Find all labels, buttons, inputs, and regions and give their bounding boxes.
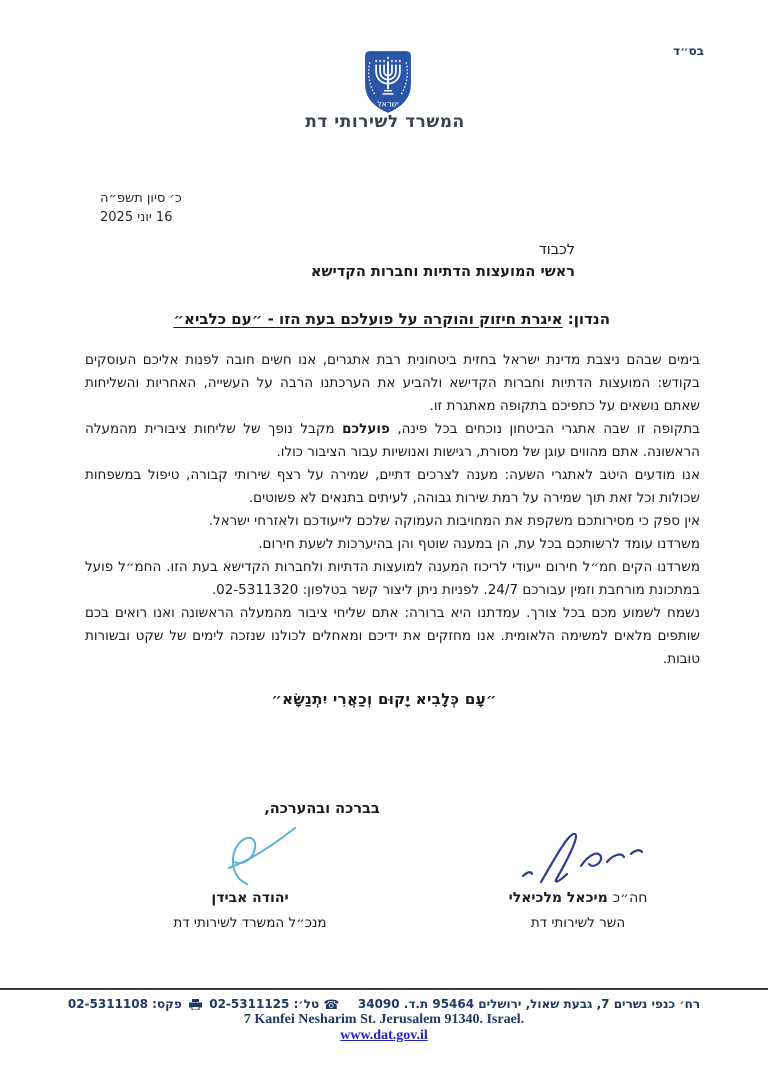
bsd-text: בס״ד <box>672 44 704 58</box>
footer-address-hebrew: רח׳ כנפי נשרים 7, גבעת שאול, ירושלים 95464 ת.ד. 34090 <box>357 997 701 1011</box>
israel-state-emblem-icon <box>360 48 416 116</box>
letter-body <box>85 349 700 671</box>
body-paragraph: משרדנו הקים חמ״ל חירום ייעודי לריכוז המענה למועצות הדתיות ולחברות הקדישא בעת הזו. החמ״ל פועל במתכונת מורחבת וזמין עבורכם 24/7. לפניות ניתן ליצור קשר בטלפון: 02-5311320. <box>85 559 700 598</box>
signature-block-minister <box>483 824 673 936</box>
footer-divider <box>0 988 768 990</box>
body-paragraph: בימים שבהם ניצבת מדינת ישראל בחזית ביטחונית רבת אתגרים, אנו חשים חובה לפנות אליכם העוסקים בקודש: המועצות הדתיות וחברות הקדישא ולהביע את הערכתנו הרבה על העשייה, האחריות והשליחות שאתם נושאים על כתפיכם בתקופה מאתגרת זו. <box>85 352 700 414</box>
footer-address-english: 7 Kanfei Nesharim St. Jerusalem 91340. Israel. <box>243 1012 525 1027</box>
phone-icon: ☎ <box>323 998 340 1013</box>
body-paragraph: משרדנו עומד לרשותכם בכל עת, הן במענה שוטף והן בהיערכות לשעת חירום. <box>258 536 700 552</box>
ministry-title: המשרד לשירותי דת <box>305 112 465 132</box>
minister-honorific: חה״כ <box>612 890 648 906</box>
footer-fax-number: 02-5311108 <box>67 997 148 1011</box>
footer-fax-label: פקס: <box>152 997 182 1011</box>
website-link[interactable]: www.dat.gov.il <box>340 1028 428 1043</box>
footer-website-row <box>0 1028 768 1044</box>
gregorian-date: 16 יוני 2025 <box>100 210 173 225</box>
footer-tel-number: 02-5311125 <box>209 997 290 1011</box>
recipient-salutation: לכבוד <box>538 242 575 258</box>
hebrew-date: כ׳ סיון תשפ״ה <box>100 191 182 206</box>
biblical-quote: ״עָם כְּלָבִיא יָקוּם וְכַאֲרִי יִתְנַשָּׂא״ <box>271 690 497 708</box>
footer-tel-label: טל׳: <box>293 997 320 1011</box>
body-paragraph: נשמח לשמוע מכם בכל צורך. עמדתנו היא ברורה: אתם שליחי ציבור מהמעלה הראשונה ואנו רואים בכם שותפים מלאים למשימה הלאומית. אנו מחזקים את ידיכם ומאחלים לכולנו שנזכה לימים של שקט ובשורות טובות. <box>85 605 700 667</box>
minister-title: השר לשירותי דת <box>530 915 626 931</box>
director-general-signature-icon <box>185 824 315 886</box>
director-general-title: מנכ״ל המשרד לשירותי דת <box>173 915 327 931</box>
body-paragraph: בתקופה זו שבה אתגרי הביטחון נוכחים בכל פינה, פועלכם מקבל נופך של שליחות ציבורית מהמעלה הראשונה. אתם מהווים עוגן של מסורת, רגישות ואנושיות עבור הציבור כולו. <box>85 421 700 460</box>
body-paragraph: אין ספק כי מסירותכם משקפת את המחויבות העמוקה שלכם לייעודכם ולאזרחי ישראל. <box>208 513 700 529</box>
date-block <box>100 189 182 227</box>
svg-text:ישראל: ישראל <box>377 99 399 109</box>
closing-salutation: בברכה ובהערכה, <box>264 801 380 817</box>
body-paragraph: אנו מודעים היטב לאתגרי השעה: מענה לצרכים דתיים, שמירה על רצף שירותי קבורה, טיפול במשפחות שכולות וכל זאת תוך שמירה על רמת שירות גבוהה, לעיתים בתנאים לא פשוטים. <box>85 467 700 506</box>
subject-line <box>95 310 610 328</box>
subject-text: איגרת חיזוק והוקרה על פועלכם בעת הזו - ״עם כלביא״ <box>173 310 563 328</box>
minister-signature-icon <box>503 824 653 886</box>
footer-contact-line <box>0 997 768 1013</box>
minister-name-line <box>483 886 673 911</box>
signature-block-director-general <box>155 824 345 936</box>
director-general-name: יהודה אבידן <box>211 890 289 906</box>
subject-prefix: הנדון: <box>567 310 610 328</box>
minister-name: מיכאל מלכיאלי <box>508 890 608 906</box>
fax-icon <box>189 999 202 1010</box>
recipient-block <box>311 239 575 283</box>
recipient-name: ראשי המועצות הדתיות וחברות הקדישא <box>310 264 575 280</box>
